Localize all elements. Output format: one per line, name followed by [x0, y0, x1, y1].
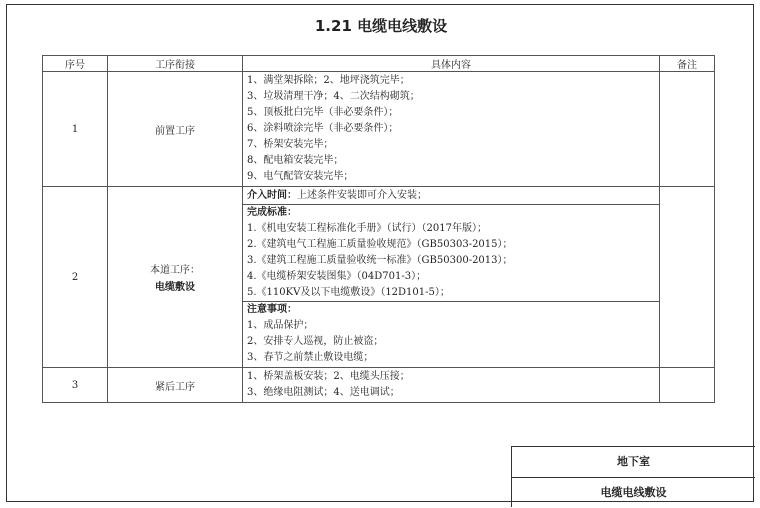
standard-line: 1.《机电安装工程标准化手册》（试行）（2017年版）； — [247, 223, 487, 234]
note-line: 2、安排专人巡视，防止被盗； — [247, 336, 384, 347]
row-content — [243, 187, 660, 368]
process-table — [42, 55, 715, 403]
standards-label: 完成标准： — [247, 207, 297, 218]
content-line: 5、顶板批白完毕（非必要条件）； — [247, 107, 399, 118]
title-block — [511, 446, 755, 507]
content-line: 1、桥架盖板安装；2、电缆头压接； — [247, 371, 410, 382]
standard-line: 2.《建筑电气工程施工质量验收规范》（GB50303-2015）； — [247, 239, 513, 250]
drawing-frame — [6, 4, 754, 502]
content-line: 3、绝缘电阻测试；4、送电调试； — [247, 387, 400, 398]
note-line: 1、成品保护； — [247, 320, 314, 331]
header-no: 序号 — [43, 56, 108, 72]
intro-line — [247, 188, 655, 204]
row-no: 1 — [43, 72, 108, 187]
content-line: 6、涂料喷涂完毕（非必要条件）； — [247, 123, 399, 134]
table-row — [43, 72, 715, 187]
content-line: 3、垃圾清理干净；4、二次结构砌筑； — [247, 91, 420, 102]
table-row — [43, 368, 715, 403]
row-no: 2 — [43, 187, 108, 368]
row-remark — [660, 72, 715, 187]
row-content — [243, 368, 660, 403]
intro-label: 介入时间： — [247, 190, 297, 201]
row-remark — [660, 368, 715, 403]
header-step: 工序衔接 — [108, 56, 243, 72]
content-line: 1、满堂架拆除；2、地坪浇筑完毕； — [247, 75, 410, 86]
notes-label: 注意事项： — [247, 304, 297, 315]
row-remark — [660, 187, 715, 368]
note-line: 3、春节之前禁止敷设电缆； — [247, 352, 374, 363]
content-line: 8、配电箱安装完毕； — [247, 155, 344, 166]
header-remark: 备注 — [660, 56, 715, 72]
notes-section — [243, 301, 659, 366]
header-content: 具体内容 — [243, 56, 660, 72]
table-row — [43, 187, 715, 368]
row-content — [243, 72, 660, 187]
standards-section — [243, 204, 659, 301]
standard-line: 5.《110KV及以下电缆敷设》（12D101-5）； — [247, 287, 450, 298]
row-no: 3 — [43, 368, 108, 403]
content-line: 9、电气配管安装完毕； — [247, 171, 354, 182]
title-block-subject: 电缆电线敷设 — [512, 477, 755, 508]
content-line: 7、桥架安装完毕； — [247, 139, 334, 150]
step-label: 本道工序： — [150, 265, 200, 276]
row-step: 紧后工序 — [108, 368, 243, 403]
intro-text: 上述条件安装即可介入安装； — [297, 190, 427, 201]
standard-line: 4.《电缆桥架安装图集》（04D701-3）； — [247, 271, 427, 282]
table-header-row — [43, 56, 715, 72]
title-block-location: 地下室 — [617, 455, 650, 468]
standard-line: 3.《建筑工程施工质量验收统一标准》（GB50300-2013）； — [247, 255, 513, 266]
row-step: 前置工序 — [108, 72, 243, 187]
page-title: 1.21 电缆电线敷设 — [314, 17, 448, 35]
step-name: 电缆敷设 — [155, 282, 195, 293]
row-step — [108, 187, 243, 368]
